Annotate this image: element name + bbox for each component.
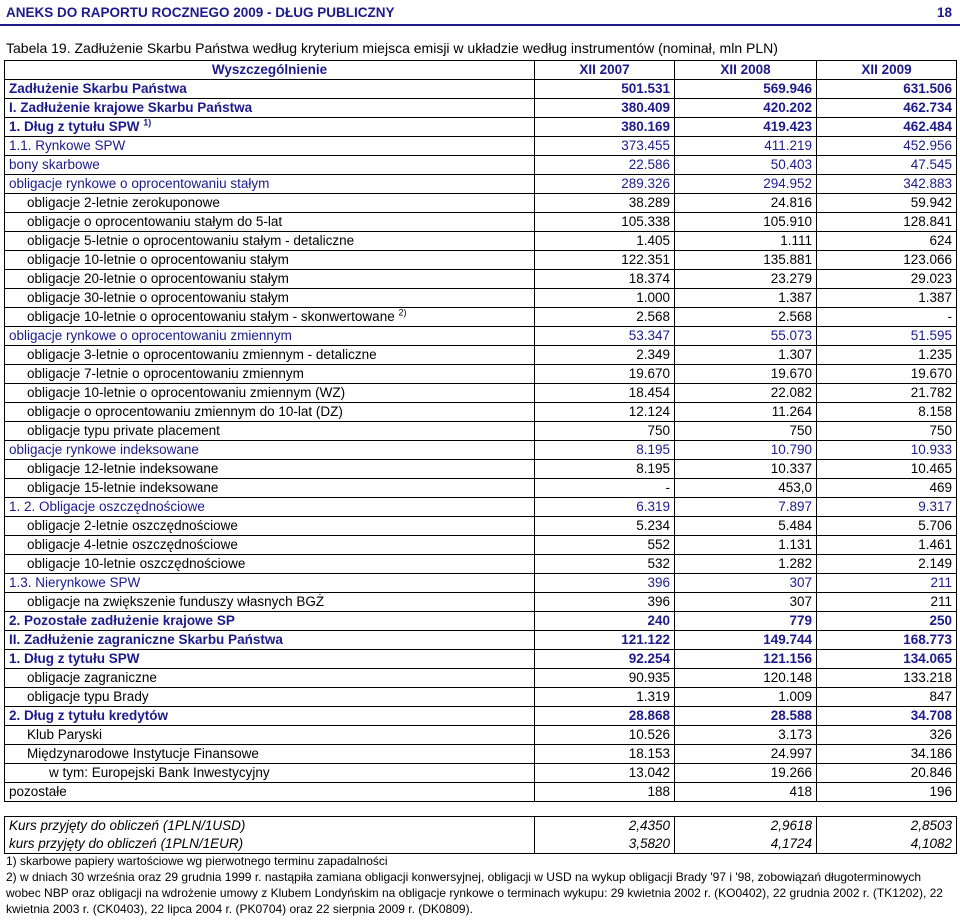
row-label: [5, 403, 535, 422]
row-label: [5, 232, 535, 251]
table-row: [5, 688, 957, 707]
row-label-text: w tym: Europejski Bank Inwestycyjny: [49, 765, 270, 780]
value-cell: 34.186: [817, 745, 957, 764]
value-cell: 92.254: [535, 650, 675, 669]
table-row: [5, 745, 957, 764]
footnote-2: 2) w dniach 30 września oraz 29 grudnia 1999 r. nastąpiła zamiana obligacji konwersyjnej, obligacji w USD na wykup obligacji Brady '97 i '98, zobowiązań długoterminowych wobec NBP oraz obligacji na wdrożenie umowy z Klubem Londyńskim na obligacje rynkowe o terminach wykupu: 29 kwietnia 2002 r. (KO0402), 22 grudnia 2002 r. (TK1202), 22 kwietnia 2003 r. (CK0403), 22 lipca 2004 r. (PK0704) oraz 22 sierpnia 2009 r. (DK0809).: [6, 870, 943, 916]
value-cell: 342.883: [817, 175, 957, 194]
row-label-text: obligacje o oprocentowaniu zmiennym do 10-lat (DZ): [27, 404, 343, 419]
footnote-marker: 2): [398, 307, 407, 318]
value-cell: 38.289: [535, 194, 675, 213]
table-row: [5, 156, 957, 175]
row-label: [5, 289, 535, 308]
row-label: [5, 327, 535, 346]
row-label-text: 1. Dług z tytułu SPW: [9, 119, 140, 134]
row-label: [5, 536, 535, 555]
value-cell: 380.409: [535, 99, 675, 118]
value-cell: 134.065: [817, 650, 957, 669]
row-label: [5, 99, 535, 118]
value-cell: -: [535, 479, 675, 498]
header-divider: [0, 24, 960, 26]
table-row: [5, 650, 957, 669]
value-cell: 34.708: [817, 707, 957, 726]
table-row: [5, 612, 957, 631]
value-cell: 380.169: [535, 118, 675, 137]
value-cell: 90.935: [535, 669, 675, 688]
table-row: [5, 232, 957, 251]
header-row: [5, 61, 957, 80]
report-title: ANEKS DO RAPORTU ROCZNEGO 2009 - DŁUG PUBLICZNY: [6, 4, 395, 20]
value-cell: 1.282: [675, 555, 817, 574]
value-cell: 211: [817, 593, 957, 612]
table-row: [5, 118, 957, 137]
row-label: [5, 479, 535, 498]
row-label-text: obligacje 20-letnie o oprocentowaniu stałym: [27, 271, 289, 286]
value-cell: 47.545: [817, 156, 957, 175]
value-cell: 307: [675, 574, 817, 593]
table-row: [5, 137, 957, 156]
value-cell: 240: [535, 612, 675, 631]
value-cell: 420.202: [675, 99, 817, 118]
value-cell: 289.326: [535, 175, 675, 194]
table-row: [5, 479, 957, 498]
value-cell: 8.158: [817, 403, 957, 422]
value-cell: 1.009: [675, 688, 817, 707]
value-cell: 307: [675, 593, 817, 612]
value-cell: 121.156: [675, 650, 817, 669]
row-label-text: obligacje 5-letnie o oprocentowaniu stałym - detaliczne: [27, 233, 355, 248]
table-row: [5, 175, 957, 194]
row-label-text: obligacje 10-letnie o oprocentowaniu stałym - skonwertowane: [27, 309, 395, 324]
table-row: [5, 308, 957, 327]
row-label: [5, 688, 535, 707]
row-label: [5, 308, 535, 327]
value-cell: -: [817, 308, 957, 327]
table-row: [5, 99, 957, 118]
value-cell: 19.670: [817, 365, 957, 384]
table-row: [5, 726, 957, 745]
spacer-cell: [535, 802, 675, 817]
value-cell: 121.122: [535, 631, 675, 650]
table-row: [5, 574, 957, 593]
value-cell: 1.387: [675, 289, 817, 308]
value-cell: 1.000: [535, 289, 675, 308]
row-label: [5, 555, 535, 574]
row-label-text: obligacje 4-letnie oszczędnościowe: [27, 537, 238, 552]
row-label-text: 1. 2. Obligacje oszczędnościowe: [9, 499, 205, 514]
value-cell: 149.744: [675, 631, 817, 650]
row-label-text: obligacje rynkowe o oprocentowaniu stałym: [9, 176, 270, 191]
row-label: [5, 517, 535, 536]
value-cell: 59.942: [817, 194, 957, 213]
row-label: [5, 156, 535, 175]
spacer-cell: [817, 802, 957, 817]
value-cell: 8.195: [535, 441, 675, 460]
row-label-text: obligacje typu private placement: [27, 423, 220, 438]
value-cell: 569.946: [675, 80, 817, 99]
value-cell: 5.484: [675, 517, 817, 536]
rate-label: kurs przyjęty do obliczeń (1PLN/1EUR): [5, 835, 535, 854]
value-cell: 18.374: [535, 270, 675, 289]
row-label-text: 1.3. Nierynkowe SPW: [9, 575, 141, 590]
row-label: [5, 593, 535, 612]
value-cell: 13.042: [535, 764, 675, 783]
rate-label: Kurs przyjęty do obliczeń (1PLN/1USD): [5, 817, 535, 836]
value-cell: 22.586: [535, 156, 675, 175]
row-label-text: obligacje 10-letnie o oprocentowaniu stałym: [27, 252, 289, 267]
row-label: [5, 422, 535, 441]
value-cell: 2.568: [675, 308, 817, 327]
value-cell: 250: [817, 612, 957, 631]
value-cell: 20.846: [817, 764, 957, 783]
value-cell: 55.073: [675, 327, 817, 346]
row-label-text: obligacje rynkowe indeksowane: [9, 442, 199, 457]
row-label-text: obligacje 2-letnie oszczędnościowe: [27, 518, 238, 533]
value-cell: 19.266: [675, 764, 817, 783]
value-cell: 168.773: [817, 631, 957, 650]
rate-value: 2,4350: [535, 817, 675, 836]
value-cell: 453,0: [675, 479, 817, 498]
value-cell: 411.219: [675, 137, 817, 156]
value-cell: 396: [535, 574, 675, 593]
value-cell: 12.124: [535, 403, 675, 422]
value-cell: 501.531: [535, 80, 675, 99]
report-header: [0, 0, 960, 24]
value-cell: 10.790: [675, 441, 817, 460]
row-label-text: obligacje 15-letnie indeksowane: [27, 480, 219, 495]
table-row: [5, 631, 957, 650]
row-label: [5, 612, 535, 631]
value-cell: 462.484: [817, 118, 957, 137]
value-cell: 419.423: [675, 118, 817, 137]
row-label-text: obligacje na zwiększenie funduszy własnych BGŻ: [27, 594, 325, 609]
value-cell: 373.455: [535, 137, 675, 156]
value-cell: 1.307: [675, 346, 817, 365]
value-cell: 418: [675, 783, 817, 802]
debt-table: [4, 60, 957, 854]
row-label-text: obligacje 7-letnie o oprocentowaniu zmiennym: [27, 366, 304, 381]
value-cell: 6.319: [535, 498, 675, 517]
rate-row: [5, 817, 957, 836]
value-cell: 532: [535, 555, 675, 574]
value-cell: 3.173: [675, 726, 817, 745]
row-label: [5, 213, 535, 232]
row-label-text: obligacje 10-letnie o oprocentowaniu zmiennym (WZ): [27, 385, 346, 400]
table-row: [5, 365, 957, 384]
value-cell: 10.337: [675, 460, 817, 479]
row-label: [5, 346, 535, 365]
row-label-text: obligacje zagraniczne: [27, 670, 157, 685]
value-cell: 10.933: [817, 441, 957, 460]
value-cell: 750: [675, 422, 817, 441]
value-cell: 18.153: [535, 745, 675, 764]
table-row: [5, 783, 957, 802]
value-cell: 326: [817, 726, 957, 745]
value-cell: 24.816: [675, 194, 817, 213]
table-row: [5, 555, 957, 574]
rate-value: 4,1724: [675, 835, 817, 854]
row-label: [5, 384, 535, 403]
row-label: [5, 460, 535, 479]
table-row: [5, 517, 957, 536]
spacer-row: [5, 802, 957, 817]
rate-value: 4,1082: [817, 835, 957, 854]
value-cell: 396: [535, 593, 675, 612]
value-cell: 23.279: [675, 270, 817, 289]
table-row: [5, 251, 957, 270]
row-label-text: obligacje rynkowe o oprocentowaniu zmiennym: [9, 328, 292, 343]
row-label-text: II. Zadłużenie zagraniczne Skarbu Państwa: [9, 632, 283, 647]
row-label-text: Klub Paryski: [27, 727, 103, 742]
row-label: [5, 498, 535, 517]
value-cell: 1.405: [535, 232, 675, 251]
value-cell: 50.403: [675, 156, 817, 175]
value-cell: 21.782: [817, 384, 957, 403]
row-label: [5, 726, 535, 745]
table-row: [5, 536, 957, 555]
row-label: [5, 764, 535, 783]
value-cell: 9.317: [817, 498, 957, 517]
value-cell: 7.897: [675, 498, 817, 517]
value-cell: 847: [817, 688, 957, 707]
rate-value: 3,5820: [535, 835, 675, 854]
value-cell: 133.218: [817, 669, 957, 688]
value-cell: 1.111: [675, 232, 817, 251]
table-row: [5, 669, 957, 688]
row-label-text: Międzynarodowe Instytucje Finansowe: [27, 746, 259, 761]
value-cell: 1.131: [675, 536, 817, 555]
value-cell: 211: [817, 574, 957, 593]
rate-value: 2,8503: [817, 817, 957, 836]
value-cell: 1.235: [817, 346, 957, 365]
spacer-cell: [675, 802, 817, 817]
row-label-text: obligacje 3-letnie o oprocentowaniu zmiennym - detaliczne: [27, 347, 377, 362]
table-row: [5, 498, 957, 517]
value-cell: 624: [817, 232, 957, 251]
value-cell: 1.387: [817, 289, 957, 308]
row-label-text: 1. Dług z tytułu SPW: [9, 651, 140, 666]
value-cell: 462.734: [817, 99, 957, 118]
value-cell: 631.506: [817, 80, 957, 99]
value-cell: 10.526: [535, 726, 675, 745]
value-cell: 18.454: [535, 384, 675, 403]
value-cell: 294.952: [675, 175, 817, 194]
row-label: [5, 118, 535, 137]
value-cell: 28.868: [535, 707, 675, 726]
row-label: [5, 194, 535, 213]
table-caption: Tabela 19. Zadłużenie Skarbu Państwa według kryterium miejsca emisji w układzie według instrumentów (nominał, mln PLN): [6, 40, 778, 56]
table-row: [5, 270, 957, 289]
value-cell: 128.841: [817, 213, 957, 232]
row-label: [5, 441, 535, 460]
table-row: [5, 194, 957, 213]
value-cell: 28.588: [675, 707, 817, 726]
value-cell: 120.148: [675, 669, 817, 688]
table-row: [5, 384, 957, 403]
row-label-text: obligacje 10-letnie oszczędnościowe: [27, 556, 246, 571]
spacer-cell: [5, 802, 535, 817]
table-row: [5, 403, 957, 422]
row-label: [5, 631, 535, 650]
row-label-text: 1.1. Rynkowe SPW: [9, 138, 126, 153]
row-label-text: obligacje 2-letnie zerokuponowe: [27, 195, 220, 210]
value-cell: 11.264: [675, 403, 817, 422]
value-cell: 2.149: [817, 555, 957, 574]
row-label: [5, 745, 535, 764]
value-cell: 135.881: [675, 251, 817, 270]
row-label-text: obligacje 12-letnie indeksowane: [27, 461, 219, 476]
value-cell: 22.082: [675, 384, 817, 403]
value-cell: 469: [817, 479, 957, 498]
footnotes: [6, 853, 956, 917]
rate-value: 2,9618: [675, 817, 817, 836]
table-row: [5, 460, 957, 479]
row-label: [5, 574, 535, 593]
row-label: [5, 669, 535, 688]
row-label-text: 2. Pozostałe zadłużenie krajowe SP: [9, 613, 235, 628]
footnote-1: 1) skarbowe papiery wartościowe wg pierwotnego terminu zapadalności: [6, 854, 388, 868]
table-row: [5, 213, 957, 232]
row-label: [5, 175, 535, 194]
row-label: [5, 137, 535, 156]
value-cell: 2.568: [535, 308, 675, 327]
row-label-text: I. Zadłużenie krajowe Skarbu Państwa: [9, 100, 253, 115]
column-header: XII 2008: [675, 61, 817, 80]
row-label-text: obligacje typu Brady: [27, 689, 149, 704]
value-cell: 552: [535, 536, 675, 555]
value-cell: 105.338: [535, 213, 675, 232]
rate-row: [5, 835, 957, 854]
row-label: [5, 365, 535, 384]
value-cell: 1.461: [817, 536, 957, 555]
row-label-text: pozostałe: [9, 784, 67, 799]
value-cell: 5.706: [817, 517, 957, 536]
value-cell: 188: [535, 783, 675, 802]
value-cell: 19.670: [675, 365, 817, 384]
row-label: [5, 80, 535, 99]
column-header: XII 2009: [817, 61, 957, 80]
value-cell: 122.351: [535, 251, 675, 270]
value-cell: 2.349: [535, 346, 675, 365]
value-cell: 5.234: [535, 517, 675, 536]
row-label: [5, 783, 535, 802]
value-cell: 452.956: [817, 137, 957, 156]
value-cell: 123.066: [817, 251, 957, 270]
value-cell: 10.465: [817, 460, 957, 479]
value-cell: 779: [675, 612, 817, 631]
table-row: [5, 707, 957, 726]
row-label-text: bony skarbowe: [9, 157, 100, 172]
value-cell: 750: [535, 422, 675, 441]
value-cell: 29.023: [817, 270, 957, 289]
footnote-marker: 1): [143, 117, 152, 128]
value-cell: 105.910: [675, 213, 817, 232]
value-cell: 196: [817, 783, 957, 802]
value-cell: 750: [817, 422, 957, 441]
column-header: Wyszczególnienie: [5, 61, 535, 80]
page-number: 18: [936, 4, 952, 20]
row-label: [5, 270, 535, 289]
table-row: [5, 327, 957, 346]
value-cell: 8.195: [535, 460, 675, 479]
row-label: [5, 650, 535, 669]
table-row: [5, 593, 957, 612]
table-row: [5, 764, 957, 783]
row-label-text: obligacje 30-letnie o oprocentowaniu stałym: [27, 290, 289, 305]
value-cell: 1.319: [535, 688, 675, 707]
value-cell: 24.997: [675, 745, 817, 764]
row-label-text: obligacje o oprocentowaniu stałym do 5-lat: [27, 214, 283, 229]
table-row: [5, 80, 957, 99]
row-label-text: 2. Dług z tytułu kredytów: [9, 708, 169, 723]
row-label-text: Zadłużenie Skarbu Państwa: [9, 81, 187, 96]
value-cell: 53.347: [535, 327, 675, 346]
value-cell: 19.670: [535, 365, 675, 384]
row-label: [5, 251, 535, 270]
table-row: [5, 441, 957, 460]
value-cell: 51.595: [817, 327, 957, 346]
row-label: [5, 707, 535, 726]
table-row: [5, 422, 957, 441]
table-row: [5, 289, 957, 308]
table-row: [5, 346, 957, 365]
column-header: XII 2007: [535, 61, 675, 80]
